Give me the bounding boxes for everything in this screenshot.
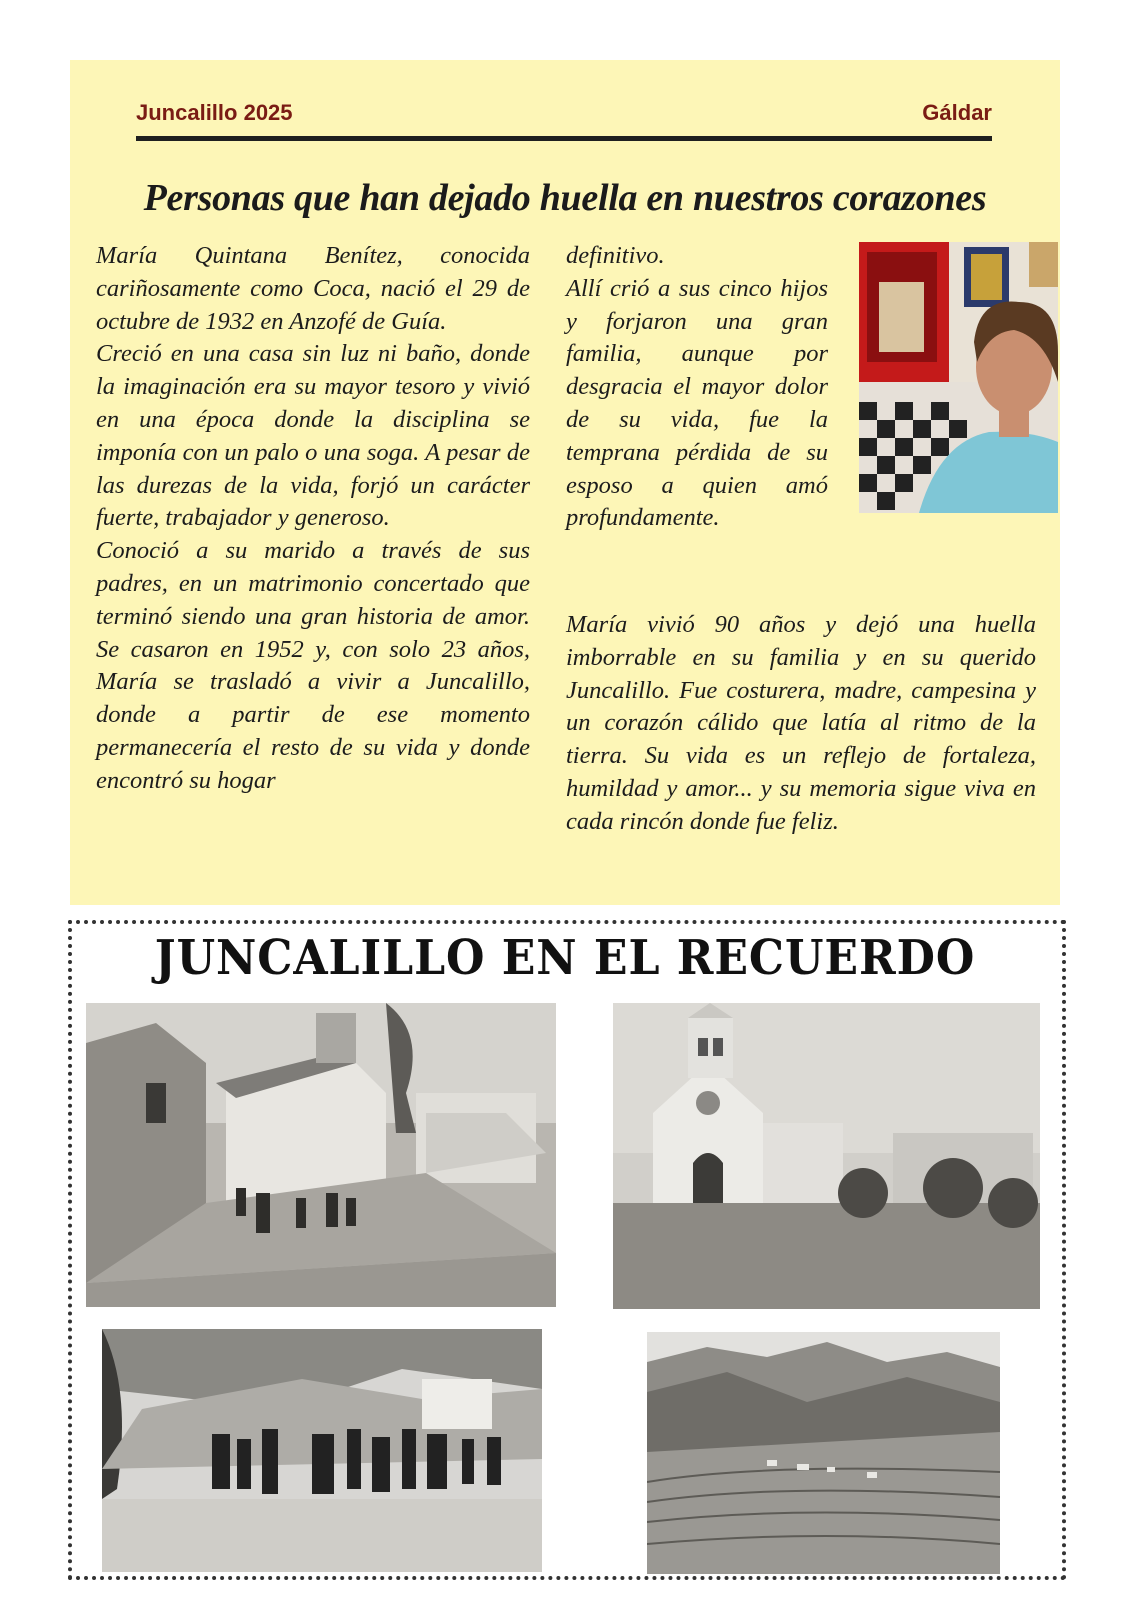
article-right-column-bottom [566, 609, 1036, 839]
portrait-photo [859, 242, 1058, 513]
article-paragraph: Creció en una casa sin luz ni baño, donde la imaginación era su mayor tesoro y vivió en una época donde la disciplina se imponía con un palo o una soga. A pesar de las durezas de la vida, forjó un carácter fuerte, trabajador y generoso. [96, 340, 530, 532]
article-paragraph: definitivo. [566, 242, 665, 269]
article-paragraph: Conoció a su marido a través de sus padres, en un matrimonio concertado que terminó siendo una gran historia de amor. Se casaron en 1952 y, con solo 23 años, María se trasladó a vivir a Juncalillo, donde a partir de ese momento permanecería el resto de su vida y donde encontró su hogar [96, 537, 530, 794]
article-paragraph: Allí crió a sus cinco hijos y forjaron una gran familia, aunque por desgracia el mayor dolor de su vida, fue la temprana pérdida de su esposo a quien amó profundamente. [566, 274, 828, 532]
historic-photo-crowd [102, 1329, 542, 1572]
historic-photo-church [613, 1003, 1040, 1309]
article-paragraph: María Quintana Benítez, conocida cariñosamente como Coca, nació el 29 de octubre de 1932 en Anzofé de Guía. [96, 242, 530, 335]
article-right-column-top [566, 240, 828, 535]
publication-name: Juncalillo 2025 [136, 100, 293, 125]
article-paragraph: María vivió 90 años y dejó una huella imborrable en su familia y en su querido Juncalillo. Fue costurera, madre, campesina y un corazón cálido que latía al ritmo de la tierra. Su vida es un reflejo de fortaleza, humildad y amor... y su memoria sigue viva en cada rincón donde fue feliz. [566, 611, 1036, 835]
memories-title: JUNCALILLO EN EL RECUERDO [154, 930, 976, 986]
historic-photo-landscape [647, 1332, 1000, 1574]
header-divider [136, 136, 992, 141]
town-name: Gáldar [922, 100, 992, 125]
historic-photo-street [86, 1003, 556, 1307]
article-left-column [96, 240, 530, 798]
article-title: Personas que han dejado huella en nuestros corazones [143, 177, 987, 219]
